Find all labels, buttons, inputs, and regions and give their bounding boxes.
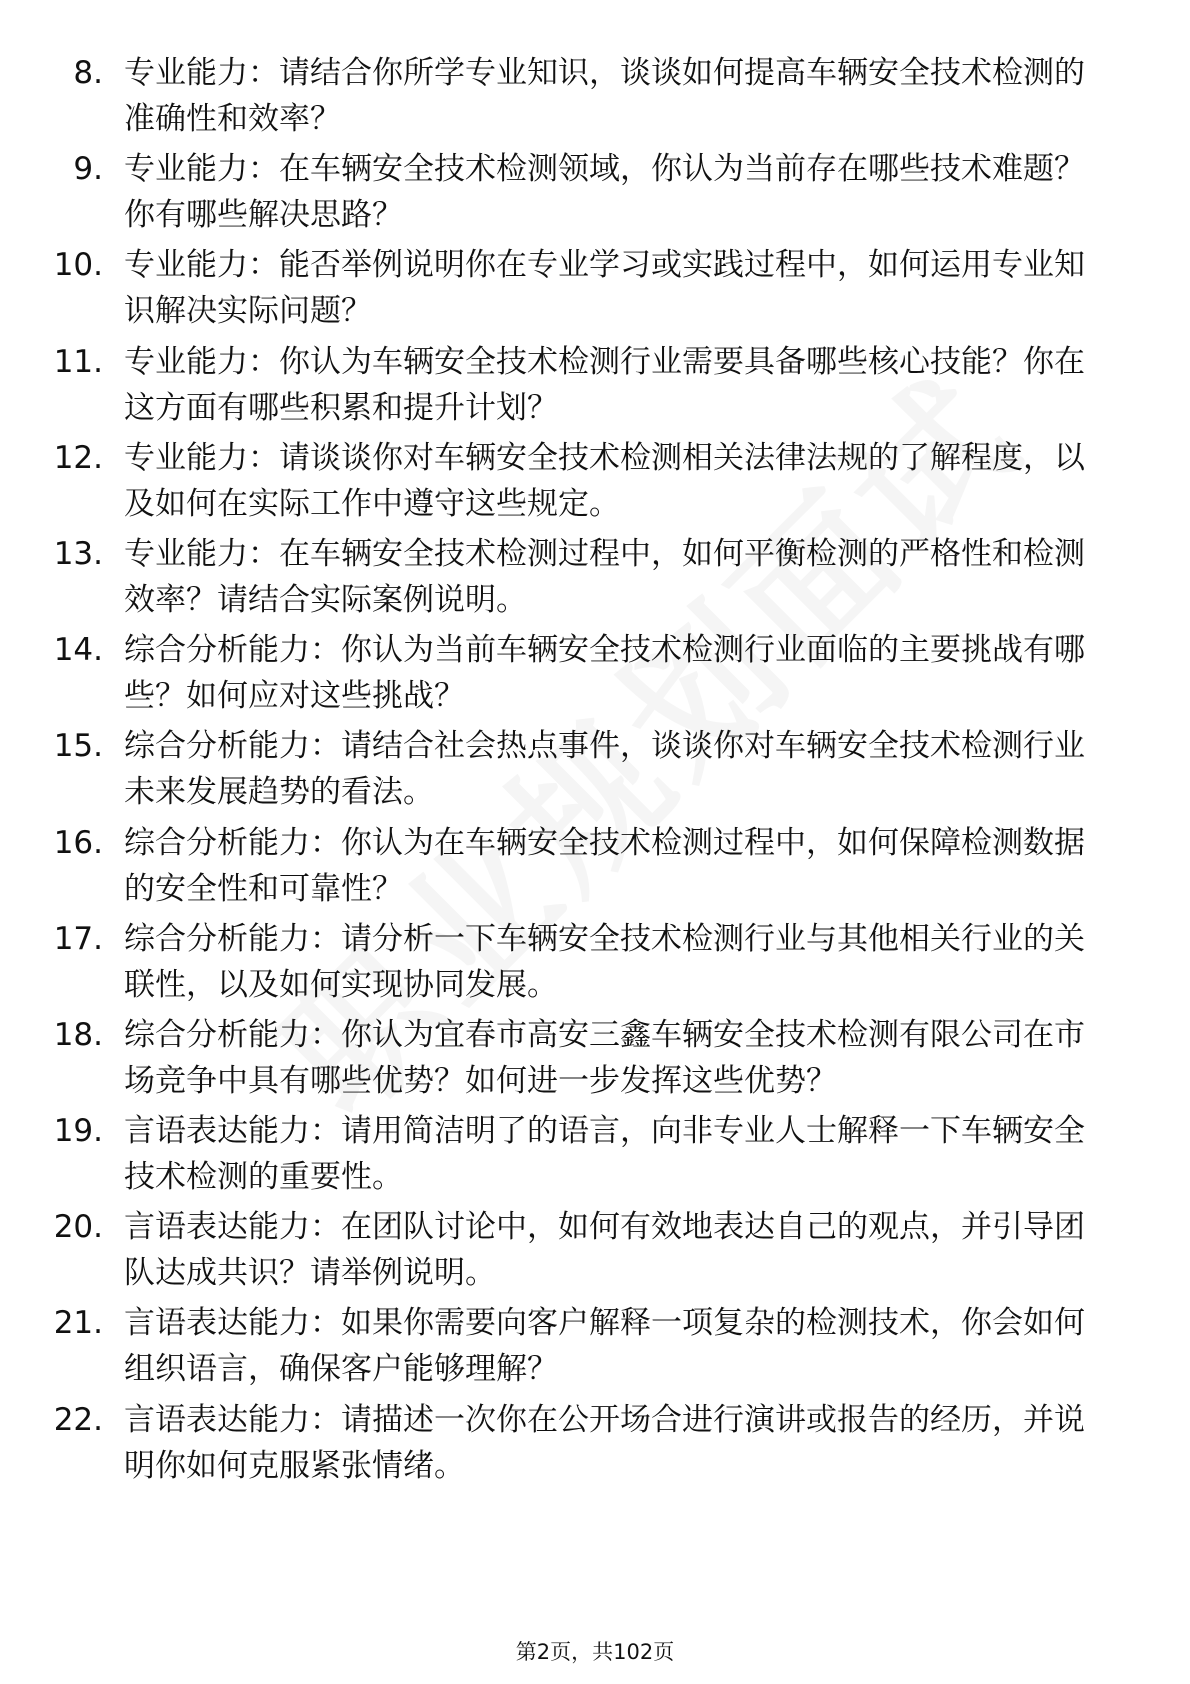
- question-item: [0, 1397, 1190, 1493]
- question-number: 9.: [73, 151, 103, 188]
- question-text: 综合分析能力：你认为当前车辆安全技术检测行业面临的主要挑战有哪些？如何应对这些挑战？: [124, 632, 1085, 715]
- question-number: 11.: [53, 343, 103, 380]
- question-number: 18.: [53, 1016, 103, 1053]
- question-item: [0, 146, 1190, 242]
- question-text: 专业能力：在车辆安全技术检测领域，你认为当前存在哪些技术难题？你有哪些解决思路？: [124, 151, 1085, 234]
- question-item: [0, 627, 1190, 723]
- question-number: 19.: [53, 1113, 103, 1150]
- question-item: [0, 820, 1190, 916]
- question-item: [0, 50, 1190, 146]
- question-text: 专业能力：你认为车辆安全技术检测行业需要具备哪些核心技能？你在这方面有哪些积累和提升计划？: [124, 343, 1085, 426]
- question-item: [0, 531, 1190, 627]
- question-item: [0, 1300, 1190, 1396]
- question-text: 综合分析能力：你认为在车辆安全技术检测过程中，如何保障检测数据的安全性和可靠性？: [124, 824, 1085, 907]
- question-number: 20.: [53, 1209, 103, 1246]
- page-footer: 第2页，共102页: [515, 1640, 675, 1664]
- question-number: 14.: [53, 632, 103, 669]
- question-text: 专业能力：在车辆安全技术检测过程中，如何平衡检测的严格性和检测效率？请结合实际案例说明。: [124, 535, 1085, 618]
- question-text: 言语表达能力：请用简洁明了的语言，向非专业人士解释一下车辆安全技术检测的重要性。: [124, 1113, 1085, 1196]
- question-item: [0, 1012, 1190, 1108]
- question-item: [0, 1108, 1190, 1204]
- question-number: 13.: [53, 535, 103, 572]
- question-list: [0, 50, 1190, 1493]
- question-item: [0, 242, 1190, 338]
- question-text: 专业能力：能否举例说明你在专业学习或实践过程中，如何运用专业知识解决实际问题？: [124, 247, 1085, 330]
- question-text: 专业能力：请谈谈你对车辆安全技术检测相关法律法规的了解程度，以及如何在实际工作中遵守这些规定。: [124, 439, 1085, 522]
- question-number: 10.: [53, 247, 103, 284]
- question-item: [0, 435, 1190, 531]
- question-text: 专业能力：请结合你所学专业知识，谈谈如何提高车辆安全技术检测的准确性和效率？: [124, 55, 1085, 137]
- question-text: 综合分析能力：请结合社会热点事件，谈谈你对车辆安全技术检测行业未来发展趋势的看法。: [124, 728, 1085, 811]
- question-number: 21.: [53, 1305, 103, 1342]
- question-text: 综合分析能力：请分析一下车辆安全技术检测行业与其他相关行业的关联性，以及如何实现协同发展。: [124, 920, 1085, 1003]
- question-number: 12.: [53, 439, 103, 476]
- question-number: 16.: [53, 824, 103, 861]
- question-text: 言语表达能力：在团队讨论中，如何有效地表达自己的观点，并引导团队达成共识？请举例说明。: [124, 1209, 1085, 1292]
- question-item: [0, 723, 1190, 819]
- question-number: 15.: [53, 728, 103, 765]
- question-text: 综合分析能力：你认为宜春市高安三鑫车辆安全技术检测有限公司在市场竞争中具有哪些优势？如何进一步发挥这些优势？: [124, 1016, 1085, 1099]
- question-text: 言语表达能力：请描述一次你在公开场合进行演讲或报告的经历，并说明你如何克服紧张情绪。: [124, 1401, 1085, 1484]
- question-number: 8.: [73, 55, 103, 91]
- question-item: [0, 916, 1190, 1012]
- question-text: 言语表达能力：如果你需要向客户解释一项复杂的检测技术，你会如何组织语言，确保客户能够理解？: [124, 1305, 1085, 1388]
- question-item: [0, 339, 1190, 435]
- question-number: 17.: [53, 920, 103, 957]
- question-number: 22.: [53, 1401, 103, 1438]
- question-item: [0, 1204, 1190, 1300]
